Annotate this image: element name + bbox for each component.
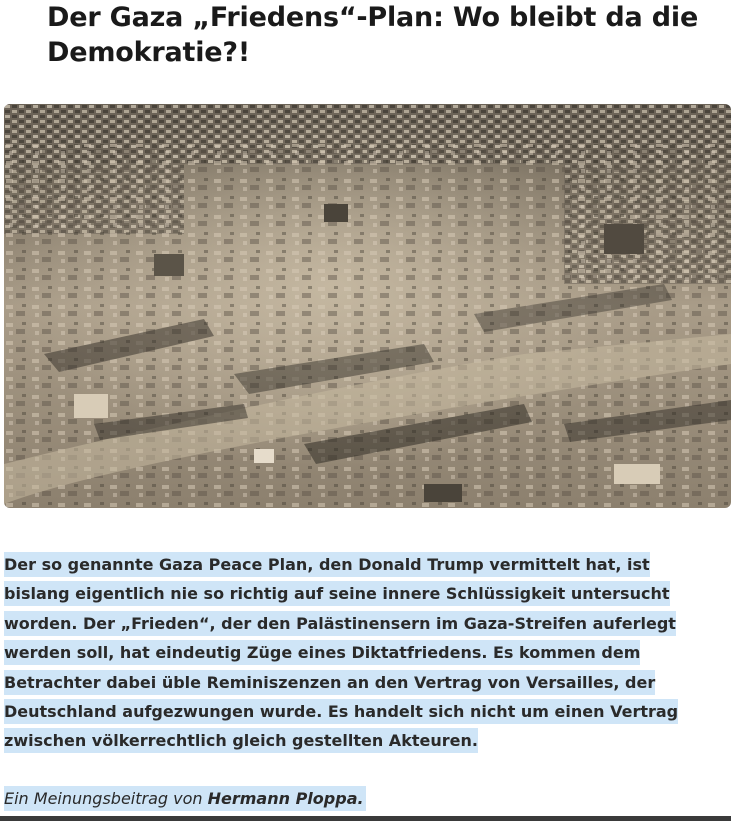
lead-line-2: bislang eigentlich nie so richtig auf seine innere Schlüssigkeit untersucht <box>4 581 670 606</box>
aerial-destroyed-city-image <box>4 104 731 508</box>
lead-line-5: Betrachter dabei üble Reminiszenzen an den Vertrag von Versailles, der <box>4 670 655 695</box>
lead-line-3: worden. Der „Frieden“, der den Palästinensern im Gaza-Streifen auferlegt <box>4 611 676 636</box>
article-lead-paragraph <box>4 550 719 756</box>
byline-prefix: Ein Meinungsbeitrag von <box>4 789 203 808</box>
article-hero-image <box>4 104 731 508</box>
lead-line-7: zwischen völkerrechtlich gleich gestellten Akteuren. <box>4 728 478 753</box>
article-title: Der Gaza „Friedens“-Plan: Wo bleibt da die Demokratie?! <box>47 2 699 68</box>
article-byline <box>4 784 366 813</box>
byline-author-link[interactable]: Hermann Ploppa. <box>207 789 364 808</box>
bottom-divider <box>0 816 731 821</box>
lead-line-4: werden soll, hat eindeutig Züge eines Diktatfriedens. Es kommen dem <box>4 640 640 665</box>
lead-line-1: Der so genannte Gaza Peace Plan, den Donald Trump vermittelt hat, ist <box>4 552 650 577</box>
lead-line-6: Deutschland aufgezwungen wurde. Es handelt sich nicht um einen Vertrag <box>4 699 678 724</box>
